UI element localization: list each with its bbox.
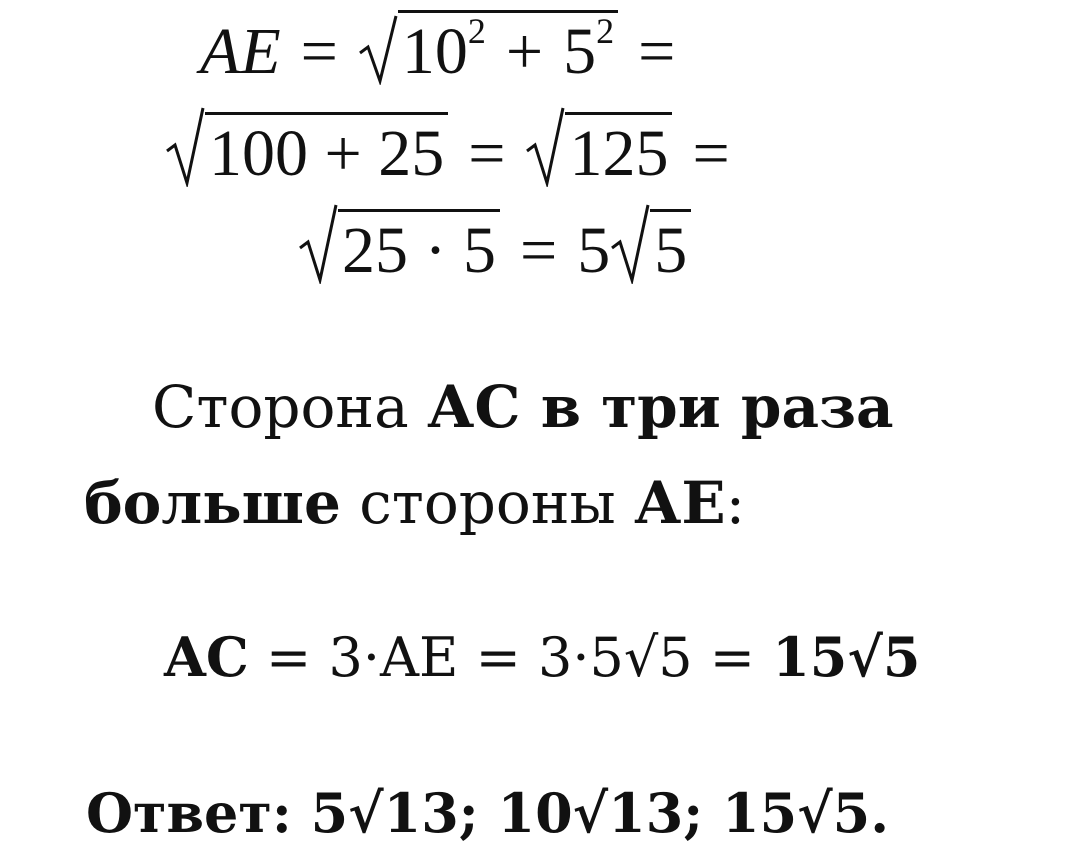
exponent: 2 <box>596 11 615 51</box>
square-root <box>298 202 500 287</box>
radicand: 5 <box>650 209 691 284</box>
equals-sign: = <box>468 117 506 190</box>
equals-sign: = <box>692 117 730 190</box>
base-10: 10 <box>401 15 468 88</box>
radical-sign-icon <box>298 202 338 284</box>
ae-symbol: AE <box>200 15 281 88</box>
paragraph-line-1 <box>152 373 894 441</box>
paragraph-text: стороны <box>340 469 635 537</box>
radical-sign-icon <box>165 105 205 187</box>
square-root <box>525 105 672 190</box>
square-root <box>610 202 691 287</box>
radical-sign-icon <box>525 105 565 187</box>
equals-sign: = <box>300 15 338 88</box>
math-line-2 <box>165 105 750 190</box>
exponent: 2 <box>467 11 486 51</box>
equals-sign: = <box>638 15 676 88</box>
radicand: 25 · 5 <box>338 209 500 284</box>
answer-line: Ответ: 5√13; 10√13; 15√5. <box>86 781 890 845</box>
square-root <box>165 105 448 190</box>
equation-middle: = 3·AE = 3·5√5 = <box>248 626 773 689</box>
radical-sign-icon <box>610 202 650 284</box>
coefficient: 5 <box>577 214 611 287</box>
equation-result: 15√5 <box>772 625 921 689</box>
paragraph-bold: больше <box>84 469 341 537</box>
math-line-3 <box>298 202 691 287</box>
paragraph-text: Сторона <box>152 373 428 441</box>
radical-sign-icon <box>358 13 398 85</box>
base-5: 5 <box>563 15 597 88</box>
math-line-1 <box>200 10 695 88</box>
paragraph-bold: АС в три раза <box>427 373 894 441</box>
paragraph-bold: АЕ <box>634 469 726 537</box>
square-root <box>358 10 618 88</box>
equals-sign: = <box>519 214 558 287</box>
radicand: 125 <box>565 112 672 187</box>
plus-sign: + <box>505 15 544 88</box>
equation-ac: AC <box>164 625 249 689</box>
paragraph-text: : <box>725 469 746 537</box>
paragraph-line-2 <box>84 469 746 537</box>
radicand <box>398 10 618 88</box>
equation-line <box>164 625 921 689</box>
radicand: 100 + 25 <box>205 112 448 187</box>
